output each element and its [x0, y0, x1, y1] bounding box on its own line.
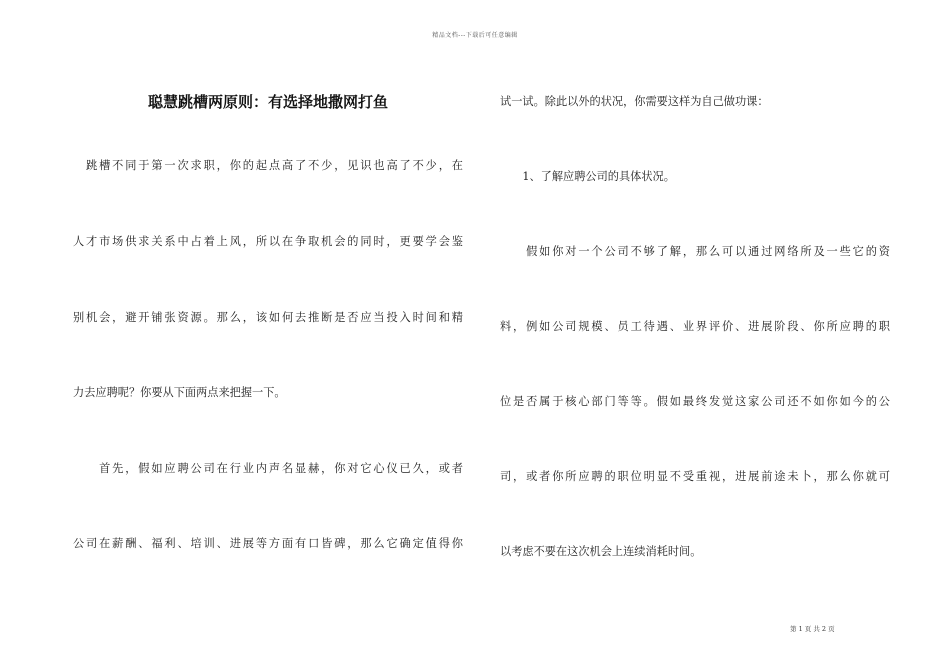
article-title: 聪慧跳槽两原则：有选择地撒网打鱼 [147, 93, 388, 111]
paragraph-line: 试一试。除此以外的状况，你需要这样为自己做功课： [500, 95, 769, 108]
paragraph-line: 以考虑不要在这次机会上连续消耗时间。 [500, 545, 702, 558]
paragraph-line: 别机会，避开铺张资源。那么，该如何去推断是否应当投入时间和精 [73, 311, 463, 324]
paragraph-line: 力去应聘呢？你要从下面两点来把握一下。 [73, 386, 286, 399]
page-number: 第 1 页 共 2 页 [790, 625, 835, 633]
paragraph-line: 司，或者你所应聘的职位明显不受重视，进展前途未卜，那么你就可 [500, 470, 890, 483]
paragraph-line: 公司在薪酬、福利、培训、进展等方面有口皆碑，那么它确定值得你 [73, 537, 463, 550]
paragraph-line: 假如你对一个公司不够了解，那么可以通过网络所及一些它的资 [500, 245, 890, 258]
paragraph-line: 人才市场供求关系中占着上风，所以在争取机会的同时，更要学会鉴 [73, 235, 463, 248]
paragraph-line: 料，例如公司规模、员工待遇、业界评价、进展阶段、你所应聘的职 [500, 320, 890, 333]
paragraph-line: 首先，假如应聘公司在行业内声名显赫，你对它心仪已久，或者 [73, 462, 463, 475]
header-note: 精品文档---下载后可任意编辑 [432, 32, 518, 39]
paragraph-line: 跳槽不同于第一次求职，你的起点高了不少，见识也高了不少，在 [73, 159, 463, 172]
paragraph-line: 位是否属于核心部门等等。假如最终发觉这家公司还不如你如今的公 [500, 395, 890, 408]
list-heading: 1、了解应聘公司的具体状况。 [500, 170, 675, 183]
